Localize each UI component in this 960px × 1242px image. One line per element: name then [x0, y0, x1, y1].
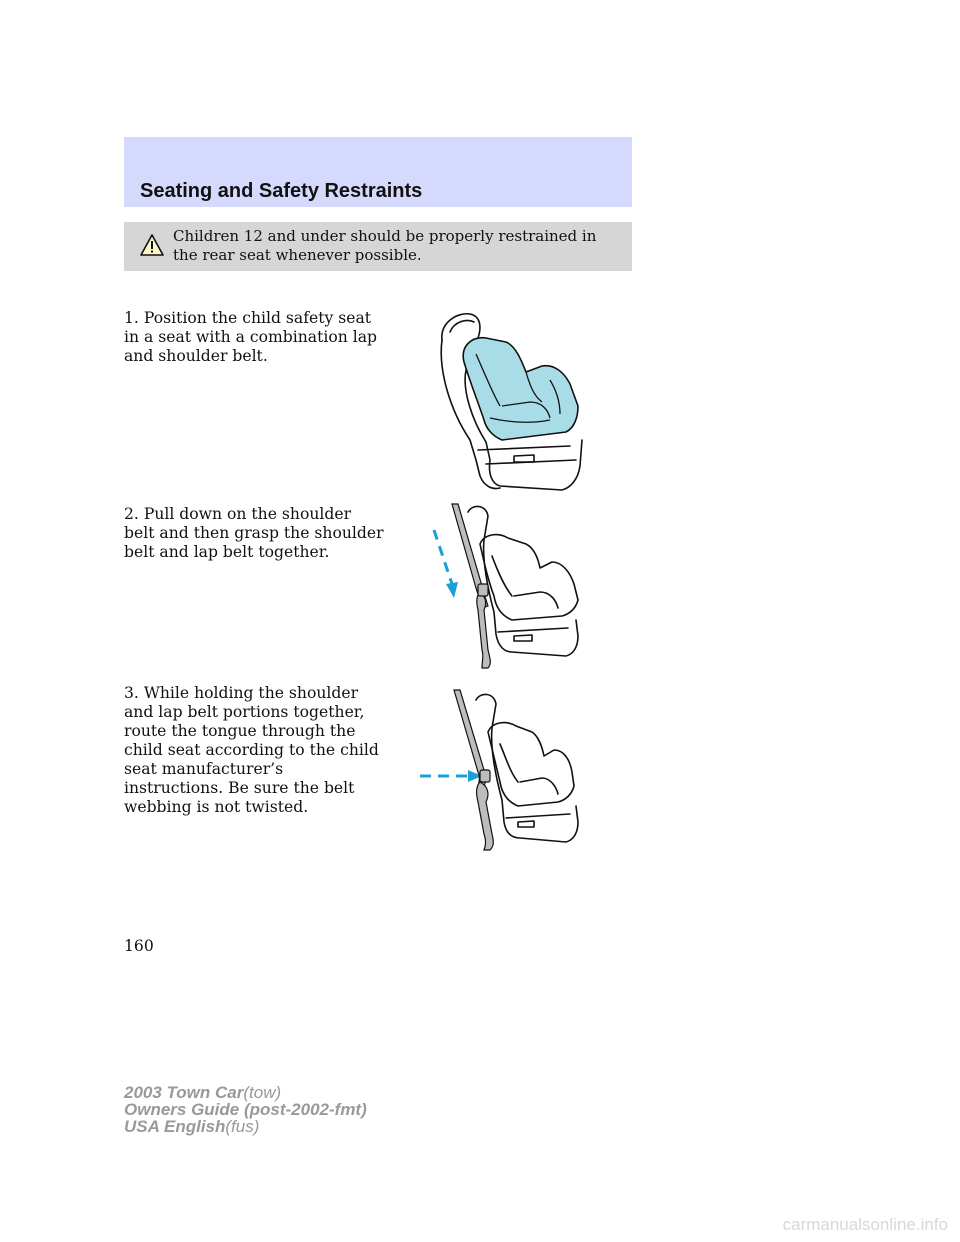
section-title: Seating and Safety Restraints	[140, 180, 423, 202]
step-2-text: 2. Pull down on the shoulder belt and then grasp the shoulder belt and lap belt together.	[124, 505, 384, 561]
footer-guide-name: Owners Guide (post-2002-fmt)	[124, 1100, 367, 1119]
footer-language: USA English	[124, 1117, 226, 1136]
step-1-text: 1. Position the child safety seat in a seat with a combination lap and shoulder belt.	[124, 309, 377, 365]
warning-box	[124, 222, 632, 271]
pull-down-arrow-icon	[446, 582, 458, 598]
page-number: 160	[124, 937, 154, 955]
step-3-text: 3. While holding the shoulder and lap belt portions together, route the tongue through the child seat according to the child seat manufacturer’s instructions. Be sure the belt webbing is not twisted.	[124, 684, 379, 816]
route-tongue-through-child-seat-illustration	[414, 686, 586, 858]
site-watermark	[690, 1212, 950, 1236]
footer-model: 2003 Town Car	[124, 1083, 244, 1102]
footer-model-code: (tow)	[243, 1083, 282, 1102]
pull-down-arrow-shaft	[434, 530, 452, 584]
watermark-text: carmanualsonline.info	[782, 1215, 948, 1234]
lap-belt	[477, 782, 494, 850]
lap-belt	[477, 592, 491, 668]
document-footer	[124, 1084, 367, 1135]
belt-tongue	[478, 584, 488, 596]
child-seat-in-vehicle-seat-illustration	[430, 310, 590, 492]
pull-down-shoulder-belt-illustration	[428, 500, 588, 672]
footer-language-code: (fus)	[225, 1117, 260, 1136]
warning-text: Children 12 and under should be properly restrained in the rear seat whenever possible.	[173, 227, 597, 264]
child-seat-shell	[463, 338, 578, 440]
warning-triangle-icon	[140, 234, 164, 256]
belt-tongue	[480, 770, 490, 782]
